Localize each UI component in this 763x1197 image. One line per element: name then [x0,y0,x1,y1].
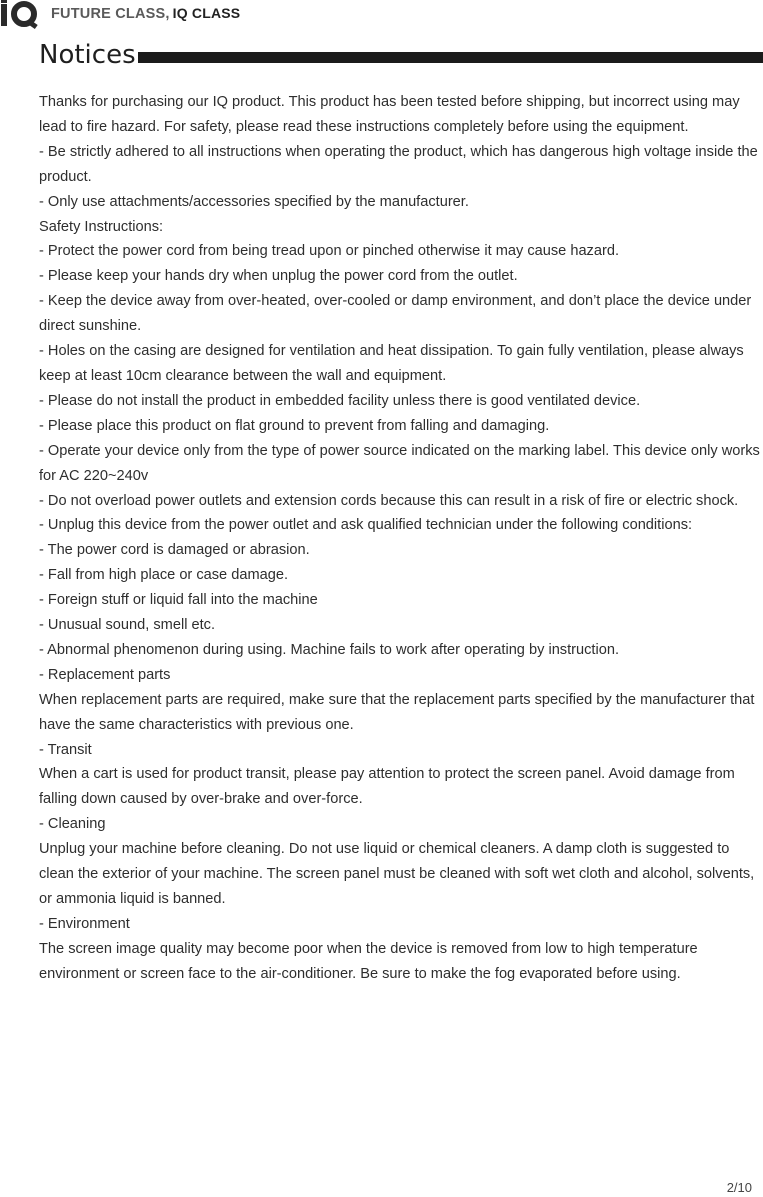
notice-body [39,90,761,987]
header [0,0,300,30]
paragraph: - Transit [39,741,92,758]
paragraph: - The power cord is damaged or abrasion. [39,542,310,559]
paragraph: When a cart is used for product transit, please pay attention to protect the screen panel. Avoid damage from falling down caused by over-brake and over-force. [39,766,735,808]
brand-main: FUTURE CLASS, [51,6,170,22]
paragraph: Thanks for purchasing our IQ product. This product has been tested before shipping, but incorrect using may lead to fire hazard. For safety, please read these instructions completely before using the equipment. [39,94,740,135]
paragraph: - Holes on the casing are designed for ventilation and heat dissipation. To gain fully ventilation, please always keep at least 10cm clearance between the wall and equipment. [39,343,744,384]
paragraph: - Only use attachments/accessories specified by the manufacturer. [39,193,469,210]
paragraph: The screen image quality may become poor when the device is removed from low to high temperature environment or screen face to the air-conditioner. Be sure to make the fog evaporated before using. [39,940,698,982]
brand-name [51,5,240,22]
paragraph: - Foreign stuff or liquid fall into the machine [39,592,318,609]
page-title: Notices [39,40,136,70]
title-rule [138,52,763,63]
paragraph: - Operate your device only from the type of power source indicated on the marking label. This device only works for AC 220~240v [39,442,760,484]
paragraph: Safety Instructions: [39,218,164,235]
paragraph: - Protect the power cord from being tread upon or pinched otherwise it may cause hazard. [39,243,620,260]
paragraph: When replacement parts are required, make sure that the replacement parts specified by the manufacturer that have the same characteristics with previous one. [39,691,755,733]
page-number: 2/10 [726,1180,752,1195]
paragraph: - Do not overload power outlets and extension cords because this can result in a risk of fire or electric shock. [39,492,739,509]
paragraph: Unplug your machine before cleaning. Do not use liquid or chemical cleaners. A damp cloth is suggested to clean the exterior of your machine. The screen panel must be cleaned with soft wet cloth and alcohol, solvents, or ammonia liquid is banned. [39,841,755,907]
iq-logo-icon [0,0,44,30]
paragraph: - Environment [39,915,130,932]
paragraph: - Abnormal phenomenon during using. Machine fails to work after operating by instruction. [39,641,620,658]
paragraph: - Cleaning [39,816,106,833]
paragraph: - Unusual sound, smell etc. [39,617,216,634]
paragraph: - Keep the device away from over-heated, over-cooled or damp environment, and don’t place the device under direct sunshine. [39,293,752,335]
brand-sub: IQ CLASS [172,5,241,21]
paragraph: - Please place this product on flat ground to prevent from falling and damaging. [39,417,550,434]
paragraph: - Replacement parts [39,666,171,683]
paragraph: - Fall from high place or case damage. [39,567,289,584]
paragraph: - Please keep your hands dry when unplug the power cord from the outlet. [39,268,518,285]
paragraph: - Unplug this device from the power outlet and ask qualified technician under the following conditions: [39,517,693,534]
paragraph: - Please do not install the product in embedded facility unless there is good ventilated device. [39,392,641,409]
paragraph: - Be strictly adhered to all instructions when operating the product, which has dangerous high voltage inside the product. [39,143,758,185]
notices-heading [39,38,763,72]
